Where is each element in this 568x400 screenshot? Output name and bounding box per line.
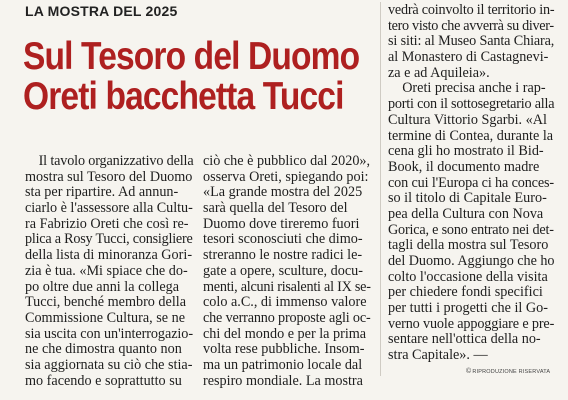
article-line: vedrà coinvolto il territorio in- <box>388 2 555 18</box>
article-line: termine di Contea, durante la <box>388 127 554 144</box>
article-line: tero visto che avverrà su diver- <box>388 17 554 34</box>
article-line: ne che dimostra quanto non <box>25 341 182 358</box>
article-line: gate a opere, sculture, docu- <box>203 262 363 279</box>
article-line: per tutti i progetti che il Go- <box>388 300 548 317</box>
article-line: tagli della mostra sul Tesoro <box>388 237 549 254</box>
article-line: osserva Oreti, spiegando poi: <box>203 168 369 185</box>
article-column-3 <box>388 3 554 364</box>
article-line: Duomo dove tireremo fuori <box>203 215 360 232</box>
article-line: verno vuole appoggiare e pre- <box>388 315 555 332</box>
article-line: ciò che è pubblico dal 2020», <box>203 153 371 169</box>
copyright-text: RIPRODUZIONE RISERVATA <box>472 369 551 375</box>
article-line: mostra sul Tesoro del Duomo <box>25 168 193 185</box>
article-line: al Monastero di Castagnevi- <box>388 49 549 66</box>
article-line: tesori sconosciuti che dimo- <box>203 231 363 248</box>
article-line: per chiedere fondi specifici <box>388 284 543 301</box>
article-line: sarà quella del Tesoro del <box>203 200 348 217</box>
column-divider <box>380 2 381 376</box>
headline <box>23 37 359 117</box>
article-line: della lista di minoranza Gori- <box>25 247 193 264</box>
article-line: del Duomo. Aggiungo che ho <box>388 253 555 269</box>
article-line: ra Fabrizio Oreti che così re- <box>25 215 189 232</box>
article-line: streranno le nostre radici le- <box>203 247 363 264</box>
article-line: so il titolo di Capitale Euro- <box>388 190 547 207</box>
article-line: si siti: al Museo Santa Chiara, <box>388 33 555 50</box>
article-line: Cultura Vittorio Sgarbi. «Al <box>388 111 547 128</box>
article-line: ma un patrimonio locale dal <box>203 356 363 373</box>
article-line: porti con il sottosegretario alla <box>388 96 555 113</box>
article-line: respiro mondiale. La mostra <box>203 372 363 389</box>
article-line: Gorica, e sono entrato nei det- <box>388 221 554 238</box>
article-line: Il tavolo organizzativo della <box>25 153 194 169</box>
article-line: con cui l'Europa ci ha conces- <box>388 174 554 191</box>
article-line: Book, il documento madre <box>388 158 540 175</box>
article-line: sia aggiornata su ciò che stia- <box>25 356 193 373</box>
headline-line-1: Sul Tesoro del Duomo <box>23 35 360 78</box>
article-line: za e ad Aquileia». <box>388 64 490 81</box>
article-line: menti, alcuni risalenti al IX se- <box>203 278 371 295</box>
article-line: plica a Rosy Tucci, consigliere <box>25 231 193 248</box>
article-line: Oreti precisa anche i rap- <box>388 80 546 97</box>
article-line: pea della Cultura con Nova <box>388 205 544 222</box>
article-line: mo facendo e soprattutto su <box>25 372 182 389</box>
article-column-1 <box>25 154 193 389</box>
article-line: Commissione Cultura, se ne <box>25 309 185 326</box>
copyright-symbol: © <box>466 368 472 375</box>
article-line: chi del mondo e per la prima <box>203 325 367 342</box>
article-line: cena gli ho mostrato il Bid- <box>388 143 544 160</box>
article-line: po oltre due anni la collega <box>25 278 180 295</box>
article-line: colto l'occasione della visita <box>388 268 548 285</box>
article-line: colo a.C., di immenso valore <box>203 294 367 311</box>
article-line: ciarlo è l'assessore alla Cultu- <box>25 200 193 217</box>
headline-line-2: Oreti bacchetta Tucci <box>23 75 344 118</box>
copyright-notice <box>466 368 550 375</box>
article-line: sta per ripartire. Ad annun- <box>25 184 179 201</box>
kicker: LA MOSTRA DEL 2025 <box>25 3 178 19</box>
article-line: stra Capitale». — <box>388 347 488 364</box>
article-line: zia è tua. «Mi spiace che do- <box>25 262 188 279</box>
article-line: volta rese pubbliche. Insom- <box>203 341 365 358</box>
article-line: «La grande mostra del 2025 <box>203 184 363 201</box>
article-column-2 <box>203 154 371 389</box>
article-line: che verranno proposte agli oc- <box>203 309 371 326</box>
article-line: Tucci, benché membro della <box>25 294 187 311</box>
article-line: sia uscita con un'interrogazio- <box>25 325 193 342</box>
article-line: sentare nell'ottica della no- <box>388 331 541 348</box>
